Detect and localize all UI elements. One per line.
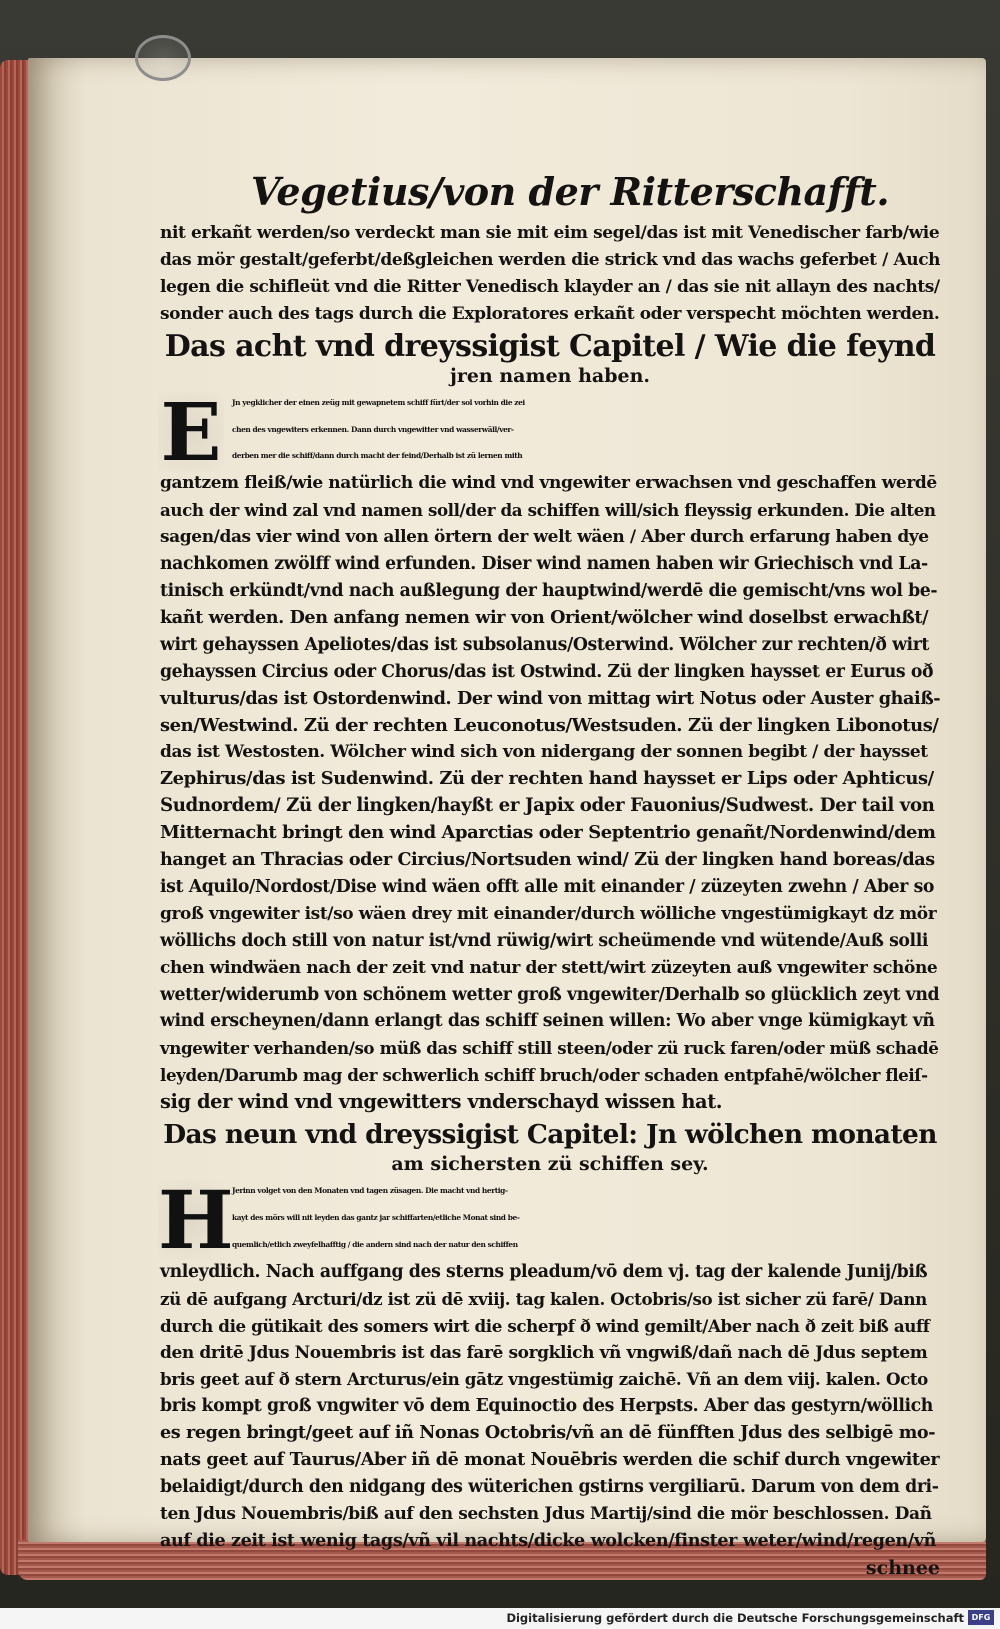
section-continued xyxy=(160,220,940,328)
text-line: das mör gestalt/geferbt/deßgleichen werden die strick vnd das wachs geferbet / Auch xyxy=(160,249,941,270)
text-line: nachkomen zwölff wind erfunden. Diser wind namen haben wir Griechisch vnd La- xyxy=(160,554,928,575)
decorated-initial: E xyxy=(158,392,224,472)
text-line: nats geet auf Taurus/Aber iñ dē monat Nouēbris werden die schif durch vngewiter xyxy=(160,1449,940,1471)
text-line: Zephirus/das ist Sudenwind. Zü der rechten hand haysset er Lips oder Aphticus/ xyxy=(160,768,934,790)
text-line: hanget an Thracias oder Circius/Nortsuden wind/ Zü der lingken hand boreas/das xyxy=(160,849,935,871)
decorated-initial: H xyxy=(158,1173,234,1268)
dfg-logo-icon: DFG xyxy=(968,1610,994,1625)
chapter-38-subheading: jren namen haben. xyxy=(449,364,651,387)
text-line: vnleydlich. Nach auffgang des sterns pleadum/vō dem vj. tag der kalende Junij/biß xyxy=(160,1261,928,1282)
text-line: ist Aquilo/Nordost/Dise wind wäen offt alle mit einander / züzeyten zwehn / Aber so xyxy=(160,876,935,897)
text-line: sen/Westwind. Zü der rechten Leuconotus/Westsuden. Zü der lingken Libonotus/ xyxy=(160,714,939,736)
text-line: das ist Westosten. Wölcher wind sich von nidergang der sonnen begibt / der haysset xyxy=(160,742,928,763)
chapter-39-heading: Das neun vnd dreyssigist Capitel: Jn wölchen monaten xyxy=(163,1119,937,1151)
text-line: vulturus/das ist Ostordenwind. Der wind von mittag wirt Notus oder Auster ghaiß- xyxy=(160,687,941,709)
text-line: vngewiter verhanden/so müß das schiff still steen/oder zü ruck faren/oder müß schadē xyxy=(160,1038,939,1059)
chapter-39-subheading: am sichersten zü schiffen sey. xyxy=(391,1153,709,1176)
text-line: zü dē aufgang Arcturi/dz ist zü dē xviij. tag kalen. Octobris/so ist sicher zü farē/ Dann xyxy=(160,1288,927,1309)
text-line: wind erscheynen/dann erlangt das schiff seinen willen: Wo aber vnge kümigkayt vñ xyxy=(160,1011,935,1032)
text-line: es regen bringt/geet auf iñ Nonas Octobris/vñ an dē fünfften Jdus des selbigē mo- xyxy=(160,1422,936,1444)
text-line: ten Jdus Nouembris/biß auf den sechsten Jdus Martij/sind die mör beschlossen. Dañ xyxy=(160,1503,932,1524)
text-line: groß vngewiter ist/so wäen drey mit einander/durch wölliche vngestümigkayt dz mör xyxy=(160,903,937,924)
text-line: belaidigt/durch den nidgang des wüterichen gstirns vergiliarū. Darum von dem dri- xyxy=(160,1477,939,1498)
footer-credit: Digitalisierung gefördert durch die Deutsche Forschungsgemeinschaft xyxy=(506,1611,964,1625)
text-line: sagen/das vier wind von allen örtern der welt wäen / Aber durch erfarung haben dye xyxy=(160,527,929,548)
text-line: den dritē Jdus Nouembris ist das farē sorgklich vñ vngwiß/dañ nach dē Jdus septem xyxy=(160,1342,928,1363)
page-text xyxy=(160,170,940,1581)
text-line: leyden/Darumb mag der schwerlich schiff bruch/oder schaden entpfahē/wölcher fleiſ- xyxy=(160,1065,928,1086)
chapter-39-body xyxy=(158,1173,940,1555)
text-line: quemlich/etlich zweyfelhafftig / die andern sind nach der natur den schiffen xyxy=(232,1239,518,1249)
text-line: gehayssen Circius oder Chorus/das ist Ostwind. Zü der lingken haysset er Eurus oð xyxy=(160,661,934,682)
text-line: sig der wind vnd vngewitters vnderschayd wissen hat. xyxy=(160,1090,723,1114)
text-line: bris kompt groß vngwiter vō dem Equinoctio des Herpsts. Aber das gestyrn/wöllich xyxy=(160,1396,933,1417)
chapter-38-heading: Das acht vnd dreyssigist Capitel / Wie die feynd xyxy=(164,328,936,364)
text-line: kayt des mörs will nit leyden das gantz jar schiffarten/etliche Monat sind be- xyxy=(232,1213,520,1222)
text-line: chen windwäen nach der zeit vnd natur der stett/wirt züzeyten auß vngewiter schöne xyxy=(160,957,938,978)
book-clip-icon xyxy=(135,35,191,81)
running-head: Vegetius/von der Ritterschafft. xyxy=(250,169,890,214)
text-line: sonder auch des tags durch die Exploratores erkañt oder verspecht möchten werden. xyxy=(160,303,940,324)
text-line: Mitternacht bringt den wind Aparctias oder Septentrio genañt/Nordenwind/dem xyxy=(160,822,936,844)
chapter-38-body xyxy=(160,384,941,1116)
text-line: legen die schifleüt vnd die Ritter Venedisch klayder an / das sie nit allayn des nachts/ xyxy=(160,276,940,297)
text-line: gantzem fleiß/wie natürlich die wind vnd vngewiter erwachsen vnd geschaffen werdē xyxy=(160,473,937,494)
text-line: kañt werden. Den anfang nemen wir von Orient/wölcher wind doselbst erwachßt/ xyxy=(160,606,929,628)
text-line: Jerinn volget von den Monaten vnd tagen züsagen. Die macht vnd hertig- xyxy=(232,1186,508,1196)
text-line: wetter/widerumb von schönem wetter groß vngewiter/Derhalb so glücklich zeyt vnd xyxy=(160,984,940,1005)
text-line: wöllichs doch still von natur ist/vnd rüwig/wirt scheümende vnd wütende/Auß solli xyxy=(160,930,929,951)
text-line: Sudnordem/ Zü der lingken/hayßt er Japix oder Fauonius/Sudwest. Der tail von xyxy=(160,795,935,817)
text-line: Jn yegklicher der einen zeüg mit gewapnetem schiff fürt/der sol vorhin die zei xyxy=(232,397,525,407)
text-line: chen des vngewiters erkennen. Dann durch vngewitter vnd wasserwäll/ver- xyxy=(232,424,514,434)
text-line: wirt gehayssen Apeliotes/das ist subsolanus/Osterwind. Wölcher zur rechten/ð wirt xyxy=(160,634,929,655)
text-line: derben mer die schiff/dann durch macht der feind/Derhalb ist zü lernen mith xyxy=(232,451,523,461)
text-line: auch der wind zal vnd namen soll/der da schiffen will/sich fleyssig erkunden. Die alten xyxy=(160,500,936,521)
text-line: durch die gütikait des somers wirt die scherpf ð wind gemilt/Aber nach ð zeit biß auff xyxy=(160,1315,930,1336)
text-line: tinisch erkündt/vnd nach außlegung der hauptwind/werdē die gemischt/vns wol be- xyxy=(160,580,938,601)
catchword: schnee xyxy=(865,1556,940,1579)
text-line: auf die zeit ist wenig tags/vñ vil nachts/dicke wolcken/finster weter/wind/regen/vñ xyxy=(160,1529,937,1551)
book-fore-edge xyxy=(0,60,28,1575)
text-line: bris geet auf ð stern Arcturus/ein gātz vngestümig zaichē. Vñ an dem viij. kalen. Octo xyxy=(160,1369,928,1390)
text-line: nit erkañt werden/so verdeckt man sie mit eim segel/das ist mit Venedischer farb/wie xyxy=(160,223,940,243)
